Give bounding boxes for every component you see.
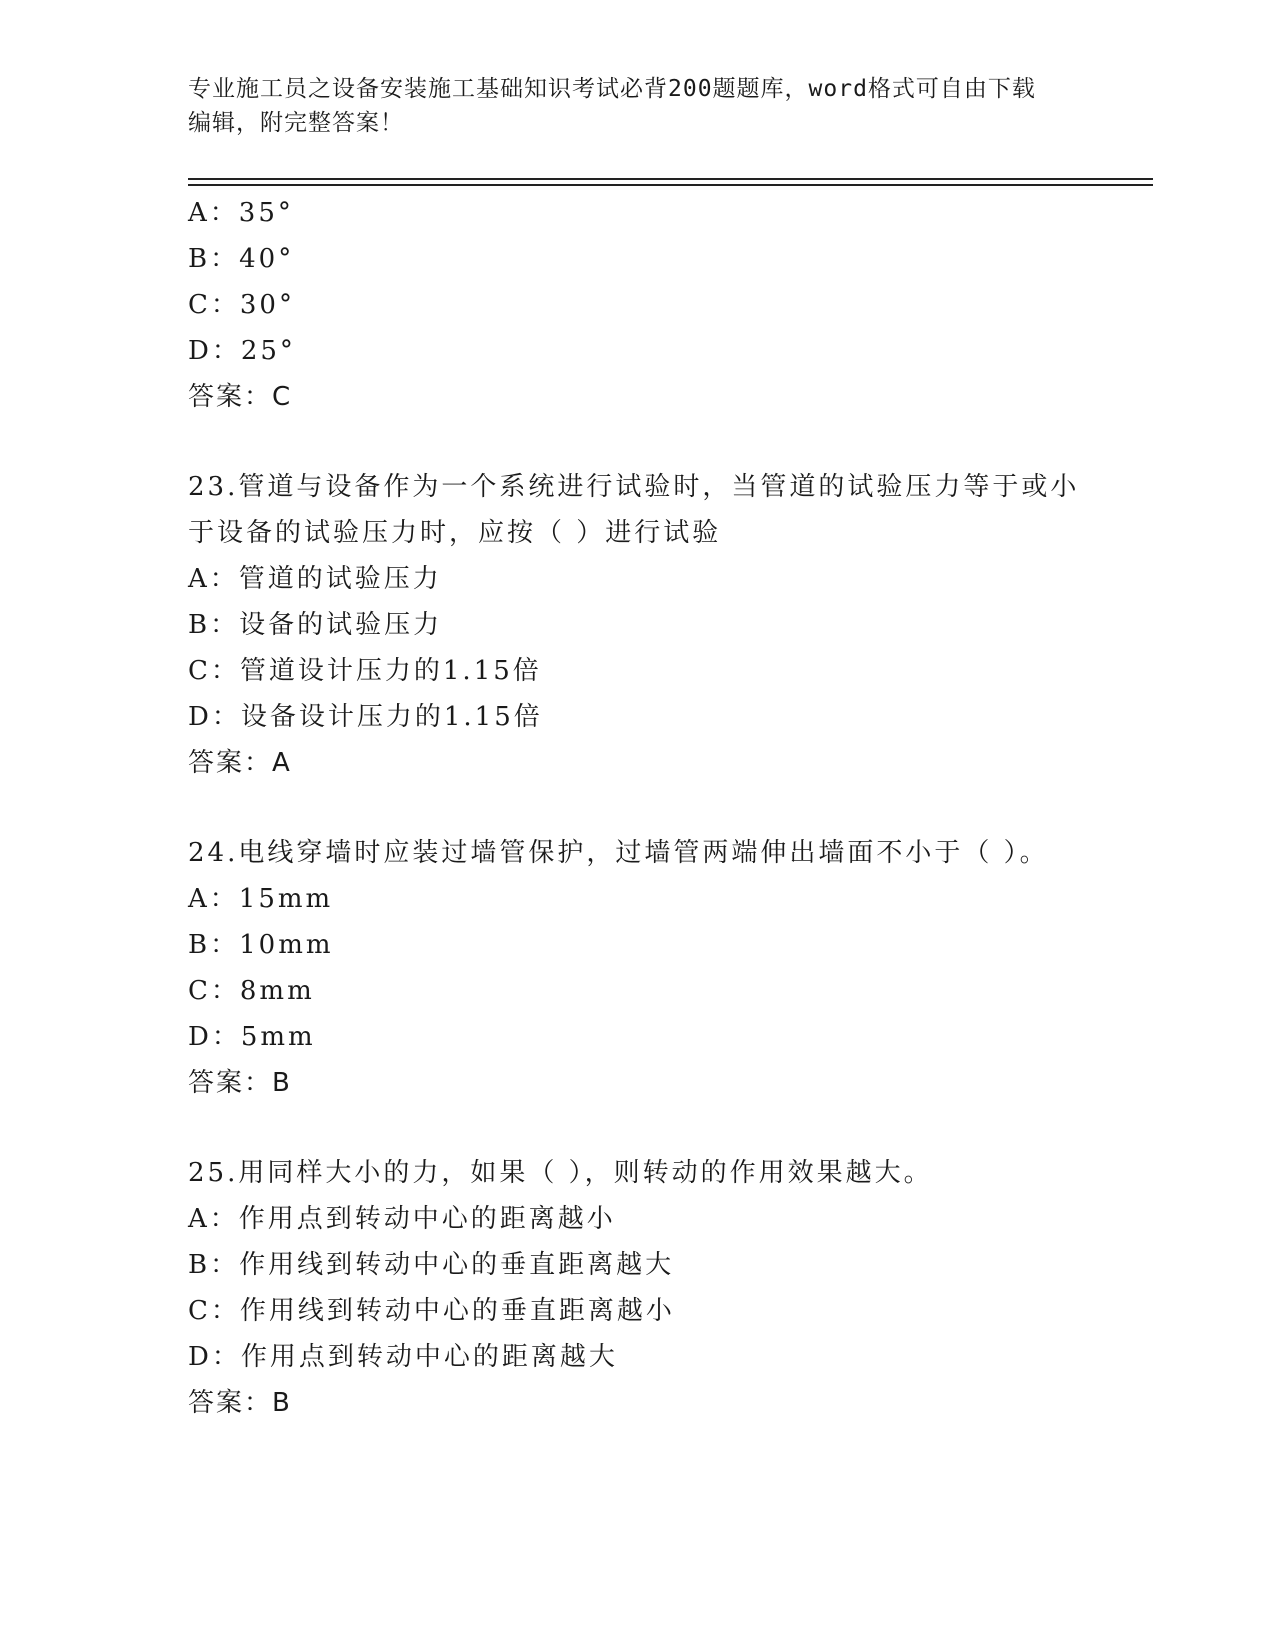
answer-label: 答案：C <box>188 382 293 412</box>
option-a: A：35° <box>188 198 294 228</box>
question-stem-line1: 24.电线穿墙时应装过墙管保护，过墙管两端伸出墙面不小于（ ）。 <box>188 838 1049 868</box>
answer-label: 答案：B <box>188 1068 292 1098</box>
option-d: D：设备设计压力的1.15倍 <box>188 702 543 732</box>
question-stem-line1: 23.管道与设备作为一个系统进行试验时，当管道的试验压力等于或小 <box>188 472 1080 502</box>
question-22-continued <box>188 190 1088 420</box>
question-stem-line1: 25.用同样大小的力，如果（ ），则转动的作用效果越大。 <box>188 1158 933 1188</box>
option-b: B：作用线到转动中心的垂直距离越大 <box>188 1250 675 1280</box>
option-c: C：30° <box>188 290 295 320</box>
document-header <box>188 72 1088 140</box>
option-b: B：设备的试验压力 <box>188 610 443 640</box>
header-divider-top <box>188 178 1153 180</box>
question-list <box>188 190 1088 1426</box>
header-title-line1: 专业施工员之设备安装施工基础知识考试必背200题题库，word格式可自由下载 <box>188 76 1036 102</box>
option-d: D：5mm <box>188 1022 316 1052</box>
option-d: D：25° <box>188 336 296 366</box>
question-stem-line2: 于设备的试验压力时，应按（ ）进行试验 <box>188 518 722 548</box>
answer-label: 答案：B <box>188 1388 292 1418</box>
question-25 <box>188 1150 1088 1426</box>
question-23 <box>188 464 1088 786</box>
spacer <box>188 420 1088 464</box>
spacer <box>188 1106 1088 1150</box>
header-title-line2: 编辑，附完整答案！ <box>188 110 404 136</box>
answer-label: 答案：A <box>188 748 292 778</box>
option-a: A：管道的试验压力 <box>188 564 442 594</box>
option-c: C：作用线到转动中心的垂直距离越小 <box>188 1296 675 1326</box>
option-c: C：管道设计压力的1.15倍 <box>188 656 542 686</box>
option-a: A：15mm <box>188 884 334 914</box>
option-b: B：40° <box>188 244 295 274</box>
question-24 <box>188 830 1088 1106</box>
option-b: B：10mm <box>188 930 334 960</box>
header-divider-bottom <box>188 184 1153 186</box>
option-d: D：作用点到转动中心的距离越大 <box>188 1342 618 1372</box>
option-c: C：8mm <box>188 976 315 1006</box>
option-a: A：作用点到转动中心的距离越小 <box>188 1204 616 1234</box>
spacer <box>188 786 1088 830</box>
